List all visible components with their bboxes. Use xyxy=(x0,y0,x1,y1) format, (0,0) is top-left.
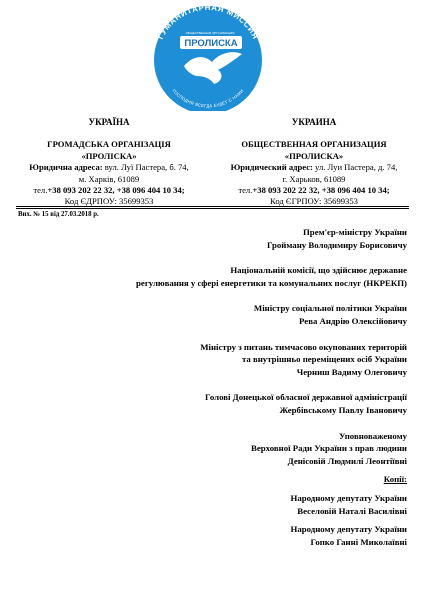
copy-recipient-block xyxy=(87,492,407,517)
logo-small-text: ОБЩЕСТВЕННАЯ ОРГАНИЗАЦИЯ xyxy=(185,31,235,35)
recipient-block xyxy=(87,226,407,251)
copies-label: Копії: xyxy=(383,474,407,485)
recipient-line: Денісовій Людмилі Леонтіївні xyxy=(287,455,407,466)
phone-label: тел. xyxy=(238,185,253,196)
logo-name: ПРОЛИСКА xyxy=(184,38,238,49)
divider-line xyxy=(16,206,409,207)
recipient-line: Національній комісії, що здійснює державне xyxy=(230,265,407,276)
recipient-block xyxy=(87,302,407,327)
phones xyxy=(219,185,409,196)
recipients xyxy=(87,226,407,561)
logo-bottom-text: ГОСПОДНЯ ВСЕГДА БУДЕТ С НАМИ xyxy=(171,88,245,109)
recipient-line: Прем'єр-міністру України xyxy=(302,227,407,237)
header-right-russian xyxy=(219,117,409,208)
recipient-block xyxy=(87,264,407,289)
recipient-line: Верховної Ради України з прав людини xyxy=(251,443,407,454)
address-label: Юридический адрес: xyxy=(230,162,313,173)
address-value: ул. Луи Пастера, д. 74, xyxy=(312,162,398,173)
copy-recipient-block xyxy=(87,523,407,548)
recipient-line: Веселовій Наталі Василівні xyxy=(297,505,407,516)
city: м. Харків, 61089 xyxy=(78,173,140,184)
recipient-block xyxy=(87,341,407,379)
address-label: Юридична адреса: xyxy=(29,162,103,173)
registration-code: Код ЄГРПОУ: 35699353 xyxy=(270,196,358,207)
recipient-line: Рева Андрію Олексійовичу xyxy=(299,315,407,326)
phone-value: +38 093 202 22 32, +38 096 404 10 34; xyxy=(47,185,185,196)
country-name: УКРАИНА xyxy=(291,117,337,127)
recipient-line: Народному депутату України xyxy=(290,492,407,503)
org-type: ГРОМАДСЬКА ОРГАНІЗАЦІЯ xyxy=(47,139,171,150)
org-type: ОБЩЕСТВЕННАЯ ОРГАНИЗАЦИЯ xyxy=(241,139,387,150)
recipient-block xyxy=(87,430,407,468)
recipient-line: Міністру соціальної політики України xyxy=(253,303,407,314)
country-name: УКРАЇНА xyxy=(88,117,130,127)
recipient-line: регулювання у сфері енергетики та комунальних послуг (НКРЕКП) xyxy=(136,277,407,288)
recipient-line: Голові Донецької обласної державної адміністрації xyxy=(205,392,407,403)
recipient-line: Гопко Ганні Миколаївні xyxy=(310,536,407,547)
recipient-line: Жербівському Павлу Івановичу xyxy=(279,404,407,415)
divider-line xyxy=(16,208,409,209)
registration-code: Код ЄДРПОУ: 35699353 xyxy=(64,196,154,207)
outgoing-number: Вих. № 15 від 27.03.2018 р. xyxy=(18,211,99,218)
phone-value: +38 093 202 22 32, +38 096 404 10 34; xyxy=(252,185,390,196)
recipient-line: Народному депутату України xyxy=(290,524,407,535)
phone-label: тел. xyxy=(33,185,48,196)
recipient-block xyxy=(87,391,407,416)
recipient-line: та внутрішньо переміщених осіб України xyxy=(241,354,407,365)
recipient-line: Гройману Володимиру Борисовичу xyxy=(266,239,407,250)
organization-logo xyxy=(144,4,272,111)
city: г. Харьков, 61089 xyxy=(282,173,346,184)
recipient-line: Уповноваженому xyxy=(339,430,407,441)
phones xyxy=(14,185,204,196)
logo-arc-text: ГУМАНИТАРНАЯ МИССИЯ xyxy=(155,4,261,41)
address-value: вул. Луї Пастера, б. 74, xyxy=(102,162,189,173)
legal-address xyxy=(14,162,204,173)
org-name: «ПРОЛІСКА» xyxy=(81,150,137,161)
org-name: «ПРОЛИСКА» xyxy=(284,150,344,161)
legal-address xyxy=(219,162,409,173)
header-left-ukrainian xyxy=(14,117,204,208)
recipient-line: Міністру з питань тимчасово окупованих територій xyxy=(200,341,407,352)
recipient-line: Черниш Вадиму Олеговичу xyxy=(296,366,407,377)
